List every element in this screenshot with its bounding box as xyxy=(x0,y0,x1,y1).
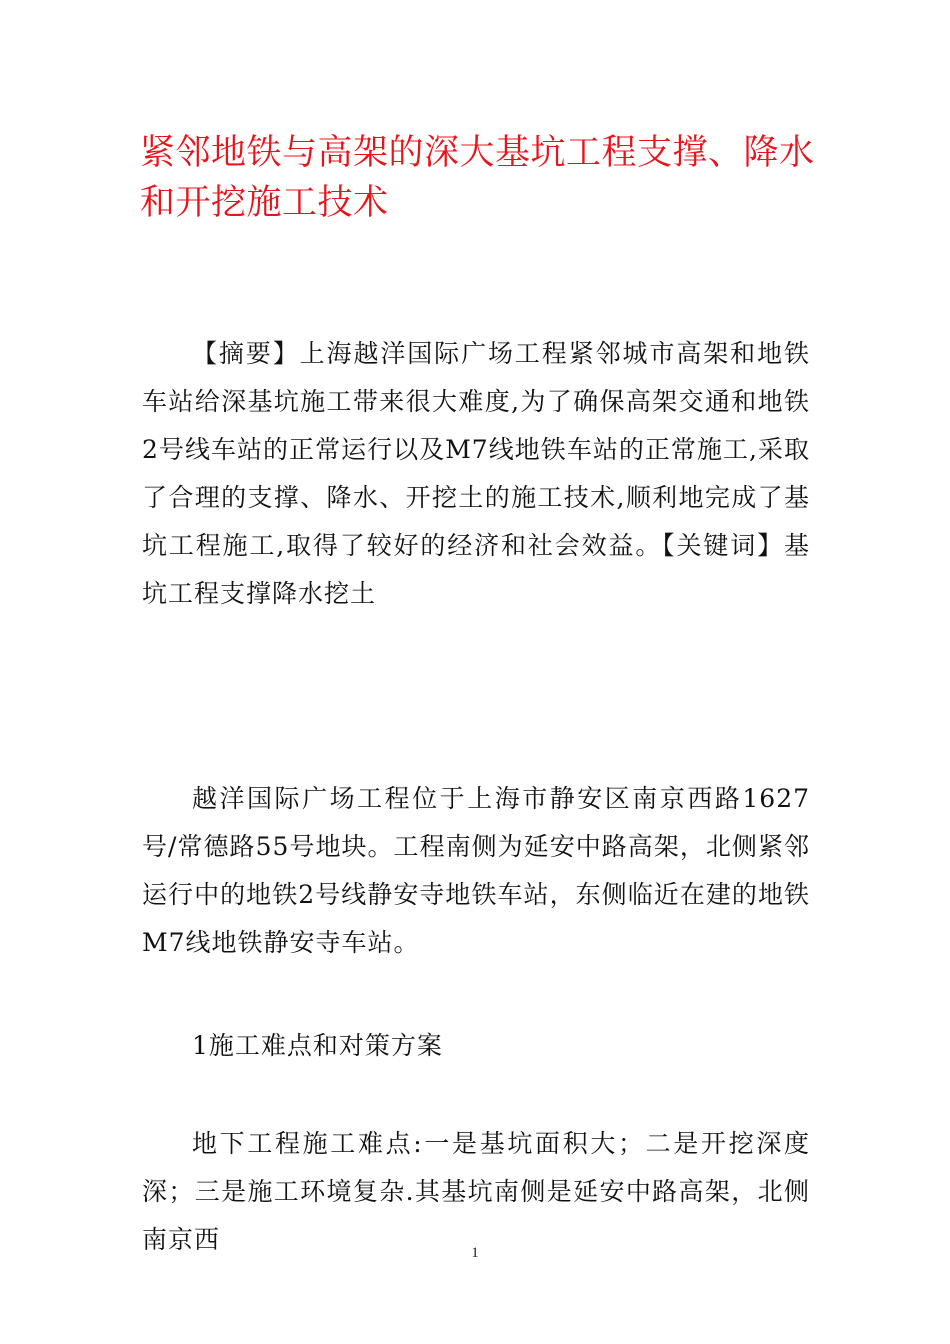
difficulty-paragraph: 地下工程施工难点:一是基坑面积大；二是开挖深度深；三是施工环境复杂.其基坑南侧是延安中路高架，北侧南京西 xyxy=(142,1129,810,1254)
page-number: 1 xyxy=(471,1245,479,1261)
document-title: 紧邻地铁与高架的深大基坑工程支撑、降水和开挖施工技术 xyxy=(140,133,815,223)
abstract-paragraph: 【摘要】上海越洋国际广场工程紧邻城市高架和地铁车站给深基坑施工带来很大难度,为了确保高架交通和地铁2号线车站的正常运行以及M7线地铁车站的正常施工,采取了合理的支撑、降水、开挖土的施工技术,顺利地完成了基坑工程施工,取得了较好的经济和社会效益。【关键词】基坑工程支撑降水挖土 xyxy=(142,339,810,608)
section-heading: 1施工难点和对策方案 xyxy=(192,1031,443,1060)
intro-paragraph: 越洋国际广场工程位于上海市静安区南京西路1627号/常德路55号地块。工程南侧为延安中路高架，北侧紧邻运行中的地铁2号线静安寺地铁车站，东侧临近在建的地铁M7线地铁静安寺车站。 xyxy=(142,784,810,957)
